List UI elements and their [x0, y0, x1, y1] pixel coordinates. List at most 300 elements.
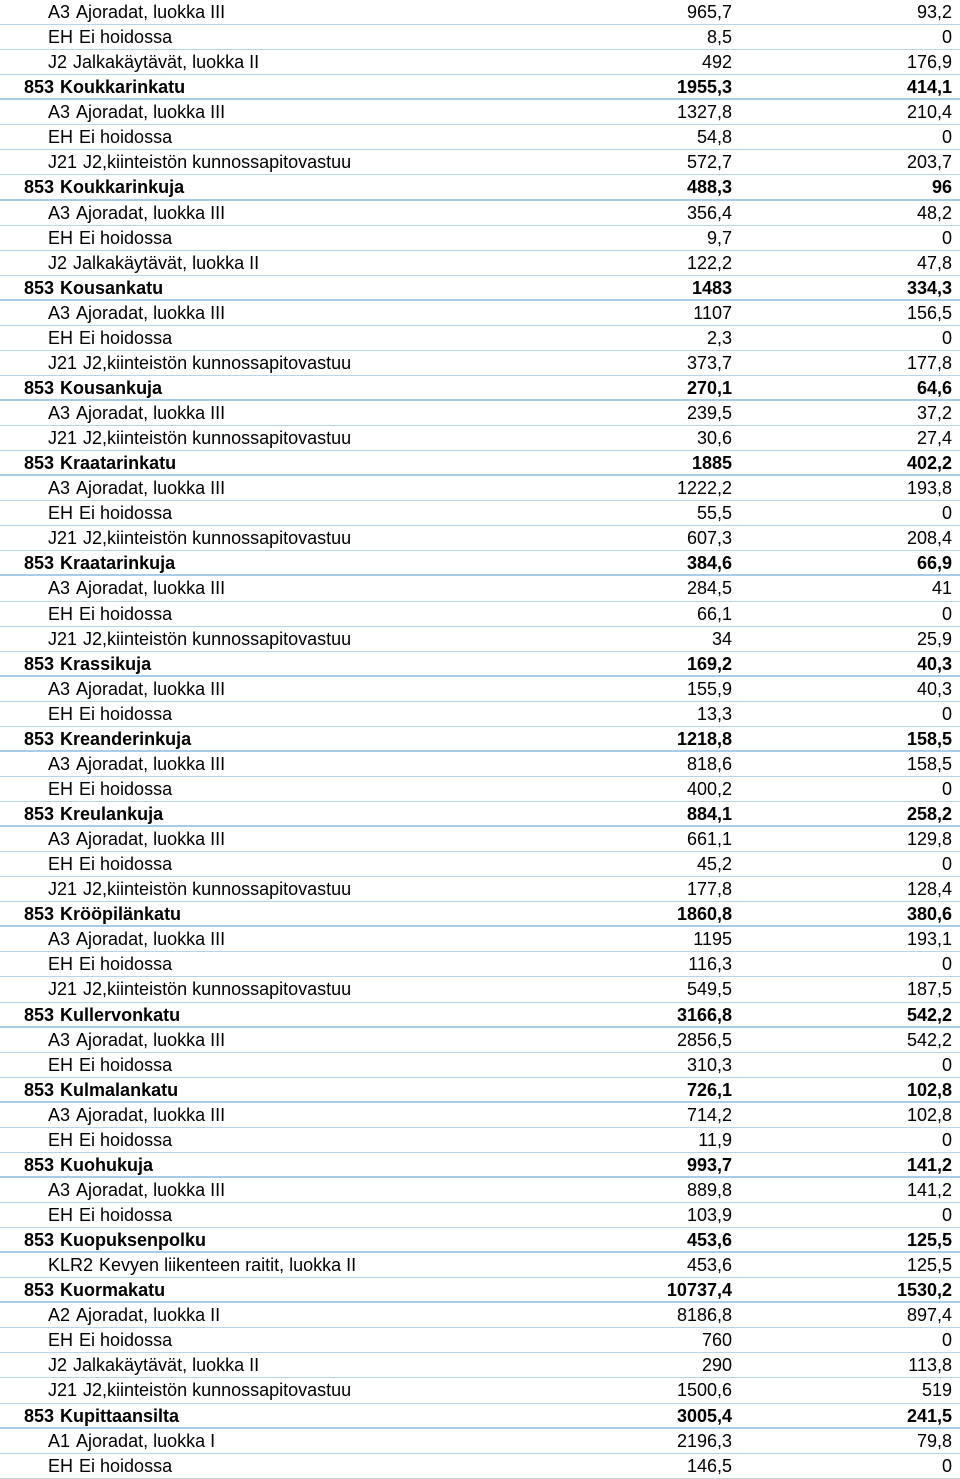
row-label: Ajoradat, luokka III	[76, 202, 226, 223]
row-label: Ajoradat, luokka III	[76, 1179, 226, 1200]
row-code: J21	[48, 152, 78, 173]
row-category	[48, 226, 172, 250]
street-row	[0, 75, 960, 100]
row-value-2: 193,8	[906, 478, 952, 499]
row-category	[48, 150, 351, 174]
row-value-1: 884,1	[686, 804, 732, 824]
row-category	[48, 100, 225, 124]
row-code: 853	[24, 553, 55, 574]
row-value-1: 1327,8	[676, 102, 732, 123]
row-value-2: 0	[941, 127, 952, 148]
table-row	[0, 952, 960, 977]
row-category	[48, 0, 225, 24]
row-code: EH	[48, 1129, 74, 1150]
row-value-1: 400,2	[686, 778, 732, 799]
row-value-2: 0	[941, 1205, 952, 1225]
row-value-1: 30,6	[696, 428, 732, 449]
street-name	[24, 1404, 179, 1428]
table-row	[0, 351, 960, 376]
row-value-2: 102,8	[906, 1079, 952, 1100]
street-row	[0, 1278, 960, 1303]
row-category	[48, 301, 225, 325]
street-row	[0, 551, 960, 576]
row-label: Ajoradat, luokka III	[76, 678, 226, 699]
row-value-1: 488,3	[686, 177, 732, 198]
row-value-2: 0	[941, 1054, 952, 1075]
row-code: A3	[48, 1029, 71, 1050]
row-value-2: 96	[931, 177, 952, 198]
row-category	[48, 25, 172, 49]
row-value-1: 1500,6	[676, 1380, 732, 1401]
row-label: Koukkarinkatu	[60, 77, 186, 98]
row-value-1: 8186,8	[676, 1305, 732, 1326]
row-code: 853	[24, 804, 55, 824]
row-value-2: 158,5	[906, 728, 952, 749]
row-value-1: 1860,8	[676, 904, 732, 925]
row-value-1: 310,3	[686, 1054, 732, 1075]
row-label: J2,kiinteistön kunnossapitovastuu	[83, 428, 352, 449]
row-code: EH	[48, 503, 74, 524]
street-row	[0, 902, 960, 927]
street-row	[0, 1003, 960, 1028]
street-row	[0, 802, 960, 827]
row-value-1: 726,1	[686, 1079, 732, 1100]
row-code: A3	[48, 1104, 71, 1125]
row-code: EH	[48, 1330, 74, 1351]
row-code: 853	[24, 177, 55, 198]
row-value-1: 1222,2	[676, 478, 732, 499]
row-value-1: 453,6	[686, 1255, 732, 1276]
table-row	[0, 476, 960, 501]
row-value-1: 661,1	[686, 829, 732, 850]
table-row	[0, 1103, 960, 1128]
row-value-1: 1107	[693, 302, 732, 323]
row-value-1: 55,5	[696, 503, 732, 524]
street-name	[24, 451, 176, 475]
table-row	[0, 501, 960, 526]
table-row	[0, 627, 960, 652]
table-row	[0, 401, 960, 426]
row-code: EH	[48, 127, 74, 148]
table-row	[0, 150, 960, 175]
row-label: Ei hoidossa	[79, 327, 173, 348]
row-label: Koukkarinkuja	[60, 177, 185, 198]
row-value-1: 572,7	[686, 152, 732, 173]
street-row	[0, 175, 960, 200]
row-value-2: 156,5	[906, 302, 952, 323]
row-label: J2,kiinteistön kunnossapitovastuu	[83, 528, 352, 549]
street-name	[24, 1153, 153, 1177]
row-label: Ei hoidossa	[79, 778, 173, 799]
street-row	[0, 1153, 960, 1178]
row-category	[48, 1303, 220, 1327]
row-label: Ajoradat, luokka III	[76, 102, 226, 123]
row-value-1: 45,2	[696, 854, 732, 875]
row-code: EH	[48, 227, 74, 248]
row-label: Ajoradat, luokka III	[76, 753, 226, 774]
row-value-1: 965,7	[686, 2, 732, 22]
row-code: J2	[48, 252, 68, 273]
row-category	[48, 1178, 225, 1202]
row-category	[48, 827, 225, 851]
street-row	[0, 376, 960, 401]
table-row	[0, 326, 960, 351]
row-category	[48, 1203, 172, 1227]
street-row	[0, 1228, 960, 1253]
row-value-1: 270,1	[686, 377, 732, 398]
row-category	[48, 877, 351, 901]
row-value-2: 102,8	[906, 1104, 952, 1125]
row-label: Ei hoidossa	[79, 127, 173, 148]
row-label: J2,kiinteistön kunnossapitovastuu	[83, 1380, 352, 1401]
row-category	[48, 50, 259, 74]
row-value-1: 2856,5	[676, 1029, 732, 1050]
row-value-2: 414,1	[906, 77, 952, 98]
row-value-1: 66,1	[696, 603, 732, 624]
row-category	[48, 251, 259, 275]
row-value-1: 1483	[691, 277, 732, 298]
row-code: 853	[24, 728, 55, 749]
row-label: Jalkakäytävät, luokka II	[73, 52, 260, 73]
row-label: Kulmalankatu	[60, 1079, 179, 1100]
row-code: 853	[24, 77, 55, 98]
row-code: A3	[48, 302, 71, 323]
row-value-2: 203,7	[906, 152, 952, 173]
row-value-2: 0	[941, 603, 952, 624]
row-category	[48, 1429, 215, 1453]
row-value-2: 40,3	[916, 678, 952, 699]
row-code: 853	[24, 453, 55, 474]
row-label: Ajoradat, luokka III	[76, 403, 226, 423]
row-category	[48, 1378, 351, 1402]
row-label: J2,kiinteistön kunnossapitovastuu	[83, 152, 352, 173]
row-code: A3	[48, 102, 71, 123]
row-label: Ajoradat, luokka III	[76, 1029, 226, 1050]
row-label: Ei hoidossa	[79, 1205, 173, 1225]
row-value-1: 34	[711, 628, 732, 649]
table-row	[0, 1203, 960, 1228]
table-row	[0, 576, 960, 601]
row-label: Ajoradat, luokka III	[76, 302, 226, 323]
row-value-2: 27,4	[916, 428, 952, 449]
row-value-2: 177,8	[906, 352, 952, 373]
row-value-1: 714,2	[686, 1104, 732, 1125]
table-row	[0, 251, 960, 276]
row-value-2: 0	[941, 1330, 952, 1351]
row-category	[48, 526, 351, 550]
row-category	[48, 977, 351, 1001]
street-row	[0, 1078, 960, 1103]
row-category	[48, 476, 225, 500]
row-code: A2	[48, 1305, 71, 1326]
row-value-2: 125,5	[906, 1230, 952, 1251]
row-code: EH	[48, 1205, 74, 1225]
row-value-2: 141,2	[906, 1179, 952, 1200]
table-row	[0, 927, 960, 952]
row-code: 853	[24, 653, 55, 674]
row-label: Ajoradat, luokka III	[76, 578, 226, 599]
row-code: EH	[48, 603, 74, 624]
row-category	[48, 602, 172, 626]
row-value-1: 2,3	[706, 327, 732, 348]
row-value-2: 141,2	[906, 1154, 952, 1175]
row-code: J21	[48, 1380, 78, 1401]
row-label: Ei hoidossa	[79, 503, 173, 524]
table-row	[0, 426, 960, 451]
row-label: Ei hoidossa	[79, 954, 173, 975]
row-category	[48, 927, 225, 951]
row-category	[48, 1103, 225, 1127]
row-value-2: 128,4	[906, 879, 952, 900]
row-label: Kuohukuja	[60, 1154, 154, 1175]
row-label: Jalkakäytävät, luokka II	[73, 252, 260, 273]
table-row	[0, 50, 960, 75]
table-row	[0, 1028, 960, 1053]
street-name	[24, 276, 163, 300]
table-row	[0, 1128, 960, 1153]
row-value-2: 0	[941, 1129, 952, 1150]
row-label: Ei hoidossa	[79, 603, 173, 624]
row-value-2: 79,8	[916, 1430, 952, 1451]
row-label: Ei hoidossa	[79, 703, 173, 724]
row-label: Ei hoidossa	[79, 27, 173, 48]
row-code: J21	[48, 879, 78, 900]
row-value-2: 210,4	[906, 102, 952, 123]
row-category	[48, 677, 225, 701]
street-name	[24, 802, 163, 826]
row-code: EH	[48, 27, 74, 48]
row-value-1: 1955,3	[676, 77, 732, 98]
row-code: J21	[48, 528, 78, 549]
table-row	[0, 702, 960, 727]
row-value-2: 0	[941, 503, 952, 524]
row-code: 853	[24, 277, 55, 298]
row-value-2: 41	[931, 578, 952, 599]
row-label: Kreanderinkuja	[60, 728, 192, 749]
table-row	[0, 226, 960, 251]
row-value-2: 334,3	[906, 277, 952, 298]
row-value-2: 158,5	[906, 753, 952, 774]
row-value-1: 993,7	[686, 1154, 732, 1175]
row-category	[48, 852, 172, 876]
row-value-1: 169,2	[686, 653, 732, 674]
row-category	[48, 952, 172, 976]
row-value-1: 284,5	[686, 578, 732, 599]
row-value-2: 402,2	[906, 453, 952, 474]
row-label: Ei hoidossa	[79, 854, 173, 875]
table-row	[0, 201, 960, 226]
row-code: 853	[24, 1405, 55, 1426]
street-name	[24, 652, 151, 676]
row-code: J2	[48, 52, 68, 73]
table-row	[0, 752, 960, 777]
row-category	[48, 752, 225, 776]
street-name	[24, 175, 184, 199]
row-category	[48, 702, 172, 726]
table-row	[0, 1053, 960, 1078]
row-value-2: 0	[941, 703, 952, 724]
row-label: Jalkakäytävät, luokka II	[73, 1355, 260, 1376]
row-code: A3	[48, 1179, 71, 1200]
row-value-1: 889,8	[686, 1179, 732, 1200]
row-code: A3	[48, 578, 71, 599]
row-value-2: 0	[941, 227, 952, 248]
row-value-1: 11,9	[698, 1129, 732, 1150]
row-value-1: 10737,4	[666, 1280, 732, 1301]
row-value-2: 542,2	[906, 1004, 952, 1025]
row-code: A3	[48, 478, 71, 499]
row-category	[48, 1053, 172, 1077]
row-code: J21	[48, 979, 78, 1000]
row-value-2: 193,1	[906, 929, 952, 950]
row-category	[48, 125, 172, 149]
street-name	[24, 551, 175, 575]
row-label: Ajoradat, luokka III	[76, 478, 226, 499]
row-value-2: 64,6	[916, 377, 952, 398]
table-row	[0, 852, 960, 877]
table-row	[0, 777, 960, 802]
street-name	[24, 1228, 206, 1252]
row-value-1: 3166,8	[676, 1004, 732, 1025]
table-row	[0, 1454, 960, 1479]
row-code: A3	[48, 403, 71, 423]
street-name	[24, 376, 162, 400]
table-row	[0, 602, 960, 627]
row-label: Kraatarinkatu	[60, 453, 177, 474]
table-row	[0, 677, 960, 702]
street-row	[0, 276, 960, 301]
row-label: Ei hoidossa	[79, 1455, 173, 1476]
row-value-2: 66,9	[916, 553, 952, 574]
street-name	[24, 1278, 165, 1302]
row-value-2: 519	[921, 1380, 952, 1401]
row-value-2: 187,5	[906, 979, 952, 1000]
table-row	[0, 1178, 960, 1203]
row-category	[48, 426, 351, 450]
row-value-2: 113,8	[908, 1355, 952, 1376]
row-value-2: 0	[941, 27, 952, 48]
row-label: Kuormakatu	[60, 1280, 166, 1301]
row-label: Kullervonkatu	[60, 1004, 181, 1025]
row-code: J2	[48, 1355, 68, 1376]
row-label: Krassikuja	[60, 653, 152, 674]
row-code: EH	[48, 1054, 74, 1075]
row-category	[48, 627, 351, 651]
row-value-2: 129,8	[906, 829, 952, 850]
row-label: Kevyen liikenteen raitit, luokka II	[99, 1255, 357, 1276]
row-value-1: 8,5	[706, 27, 732, 48]
row-value-2: 258,2	[906, 804, 952, 824]
row-value-2: 0	[941, 778, 952, 799]
row-value-1: 1218,8	[676, 728, 732, 749]
row-category	[48, 576, 225, 600]
row-value-2: 897,4	[906, 1305, 952, 1326]
row-value-1: 54,8	[696, 127, 732, 148]
row-value-1: 9,7	[706, 227, 732, 248]
row-value-2: 380,6	[906, 904, 952, 925]
street-row	[0, 451, 960, 476]
row-label: Krööpilänkatu	[60, 904, 182, 925]
row-label: Kraatarinkuja	[60, 553, 176, 574]
row-label: J2,kiinteistön kunnossapitovastuu	[83, 979, 352, 1000]
row-code: A3	[48, 753, 71, 774]
row-value-2: 542,2	[906, 1029, 952, 1050]
table-row	[0, 526, 960, 551]
row-value-2: 48,2	[916, 202, 952, 223]
row-value-1: 13,3	[696, 703, 732, 724]
row-label: J2,kiinteistön kunnossapitovastuu	[83, 352, 352, 373]
row-label: Ei hoidossa	[79, 227, 173, 248]
row-code: EH	[48, 854, 74, 875]
row-category	[48, 1353, 259, 1377]
street-row	[0, 1404, 960, 1429]
row-label: Kupittaansilta	[60, 1405, 180, 1426]
table-row	[0, 827, 960, 852]
row-value-1: 177,8	[686, 879, 732, 900]
row-code: A3	[48, 202, 71, 223]
street-name	[24, 902, 181, 926]
row-label: Ajoradat, luokka II	[76, 1305, 221, 1326]
row-label: Kousankuja	[60, 377, 163, 398]
row-value-1: 356,4	[686, 202, 732, 223]
row-value-2: 241,5	[906, 1405, 952, 1426]
row-code: EH	[48, 703, 74, 724]
street-name	[24, 75, 185, 99]
row-code: 853	[24, 1079, 55, 1100]
table-row	[0, 100, 960, 125]
row-label: Ajoradat, luokka III	[76, 2, 226, 22]
table-row	[0, 301, 960, 326]
row-code: J21	[48, 352, 78, 373]
row-category	[48, 501, 172, 525]
row-value-1: 116,3	[688, 954, 732, 975]
row-value-2: 0	[941, 854, 952, 875]
row-value-1: 239,5	[686, 403, 732, 423]
row-value-2: 0	[941, 954, 952, 975]
row-value-1: 760	[701, 1330, 732, 1351]
row-code: EH	[48, 1455, 74, 1476]
table-row	[0, 0, 960, 25]
row-value-1: 290	[701, 1355, 732, 1376]
table-row	[0, 1253, 960, 1278]
row-value-1: 373,7	[686, 352, 732, 373]
row-code: A3	[48, 678, 71, 699]
table-row	[0, 1328, 960, 1353]
row-code: KLR2	[48, 1255, 94, 1276]
row-label: Kuopuksenpolku	[60, 1230, 207, 1251]
row-value-2: 0	[941, 1455, 952, 1476]
row-category	[48, 1454, 172, 1478]
row-code: 853	[24, 1154, 55, 1175]
table-row	[0, 1429, 960, 1454]
row-code: 853	[24, 1004, 55, 1025]
row-category	[48, 201, 225, 225]
row-label: Ei hoidossa	[79, 1054, 173, 1075]
row-code: EH	[48, 954, 74, 975]
row-category	[48, 326, 172, 350]
row-value-2: 47,8	[916, 252, 952, 273]
row-category	[48, 777, 172, 801]
row-code: A1	[48, 1430, 71, 1451]
row-value-2: 176,9	[906, 52, 952, 73]
row-value-1: 384,6	[686, 553, 732, 574]
row-code: EH	[48, 778, 74, 799]
street-name	[24, 1078, 178, 1102]
table-row	[0, 977, 960, 1002]
street-name	[24, 727, 191, 751]
row-value-2: 93,2	[916, 2, 952, 22]
row-value-2: 25,9	[916, 628, 952, 649]
